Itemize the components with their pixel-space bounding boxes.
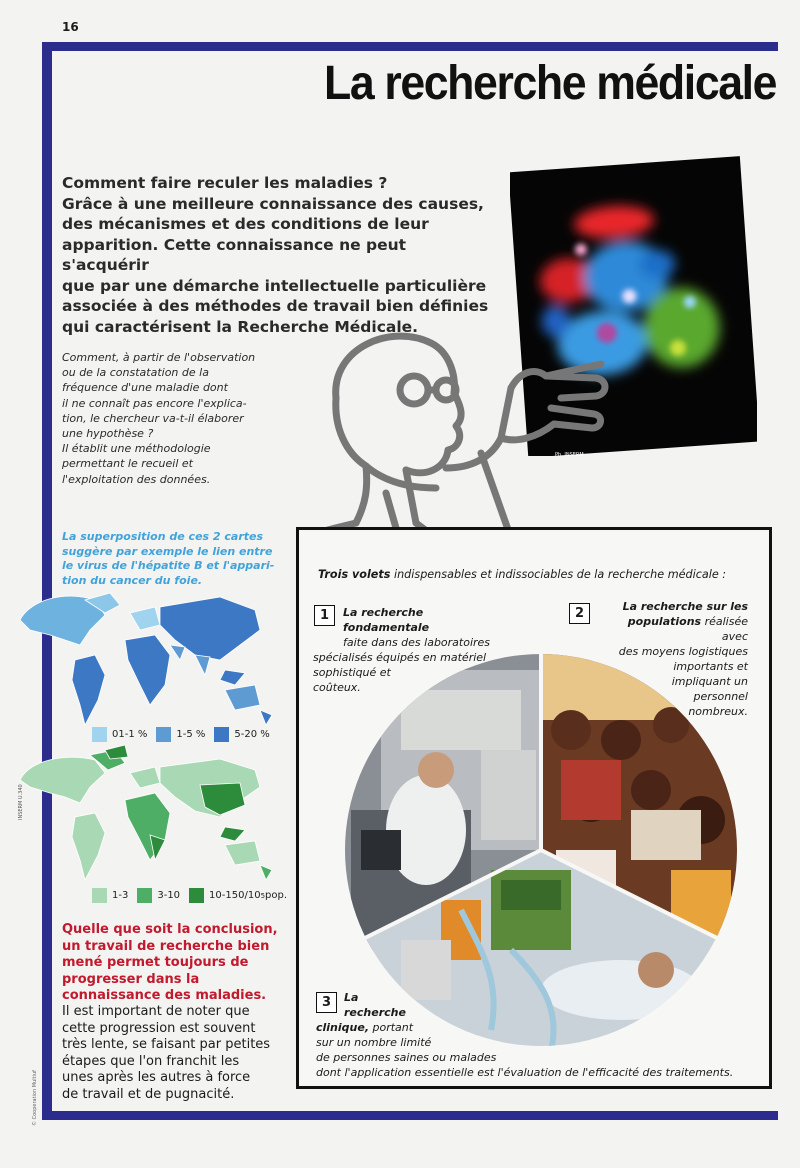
map-credit: INSERM U.340 xyxy=(18,784,24,820)
legend-swatch xyxy=(92,727,107,742)
researcher-illustration xyxy=(296,318,616,538)
map-legend-bottom xyxy=(92,888,296,903)
frame-bottom-bar xyxy=(42,1111,778,1120)
conclusion-highlight: Quelle que soit la conclusion, un travail de recherche bien mené permet toujours de progresser dans la connaissance des maladies. xyxy=(62,922,278,1003)
research-box-heading: Trois volets indispensables et indissociables de la recherche médicale : xyxy=(318,568,727,581)
legend-item: 01-1 % xyxy=(92,727,147,742)
legend-swatch xyxy=(137,888,152,903)
volet-3-number: 3 xyxy=(316,992,337,1013)
map-legend-top xyxy=(92,727,279,742)
method-text: Comment, à partir de l'observation ou de la constatation de la fréquence d'une maladie dont il ne connaît pas encore l'explica- tion, le chercheur va-t-il élaborer une hypothèse ? Il établit une méthodologie permettant le recueil et l'exploitation des données. xyxy=(62,351,256,486)
page-number: 16 xyxy=(62,20,79,34)
volet-1-number: 1 xyxy=(314,605,335,626)
world-map-liver-cancer xyxy=(10,745,280,885)
legend-item: 1-5 % xyxy=(156,727,205,742)
photo-credit: Ph. INSERM xyxy=(555,452,584,458)
volet-3-text: La recherche clinique, portant sur un nombre limité de personnes saines ou malades dont l'application essentielle est l'évaluation de l'efficacité des traitements. xyxy=(316,991,734,1079)
legend-item: 1-3 xyxy=(92,888,128,903)
legend-item: 5-20 % xyxy=(214,727,269,742)
legend-swatch xyxy=(156,727,171,742)
frame-top-bar xyxy=(42,42,778,51)
world-map-hepatitis-b xyxy=(10,585,280,735)
legend-swatch xyxy=(92,888,107,903)
legend-swatch xyxy=(189,888,204,903)
legend-item: 3-10 xyxy=(137,888,180,903)
maps-caption: La superposition de ces 2 cartes suggère par exemple le lien entre le virus de l'hépatite B et l'appari- tion du cancer du foie. xyxy=(62,530,275,587)
volet-2-number: 2 xyxy=(569,603,590,624)
frame-left-bar xyxy=(42,42,52,1120)
page-title: La recherche médicale xyxy=(323,57,776,110)
conclusion-body: Il est important de noter que cette progression est souvent très lente, se faisant par petites étapes que l'on franchit les unes après les autres à force de travail et de pugnacité. xyxy=(62,1004,271,1102)
legend-item: 10-150/10 5 pop. xyxy=(189,888,287,903)
volet-1-text: La recherche fondamentale faite dans des laboratoires spécialisés équipés en matériel sophistiqué et coûteux. xyxy=(313,606,491,694)
side-credit: © Cooperation Multiuf xyxy=(32,1070,38,1126)
volet-2-text: La recherche sur les populations réalisée avec des moyens logistiques importants et impliquant un personnel nombreux. xyxy=(618,600,748,718)
legend-swatch xyxy=(214,727,229,742)
intro-text: Comment faire reculer les maladies ? Grâce à une meilleure connaissance des causes, des mécanismes et des conditions de leur apparition. Cette connaissance ne peut s'acquérir que par une démarche intellectuelle particulière associée à des méthodes de travail bien définies qui caractérisent la Recherche Médicale. xyxy=(62,174,489,336)
